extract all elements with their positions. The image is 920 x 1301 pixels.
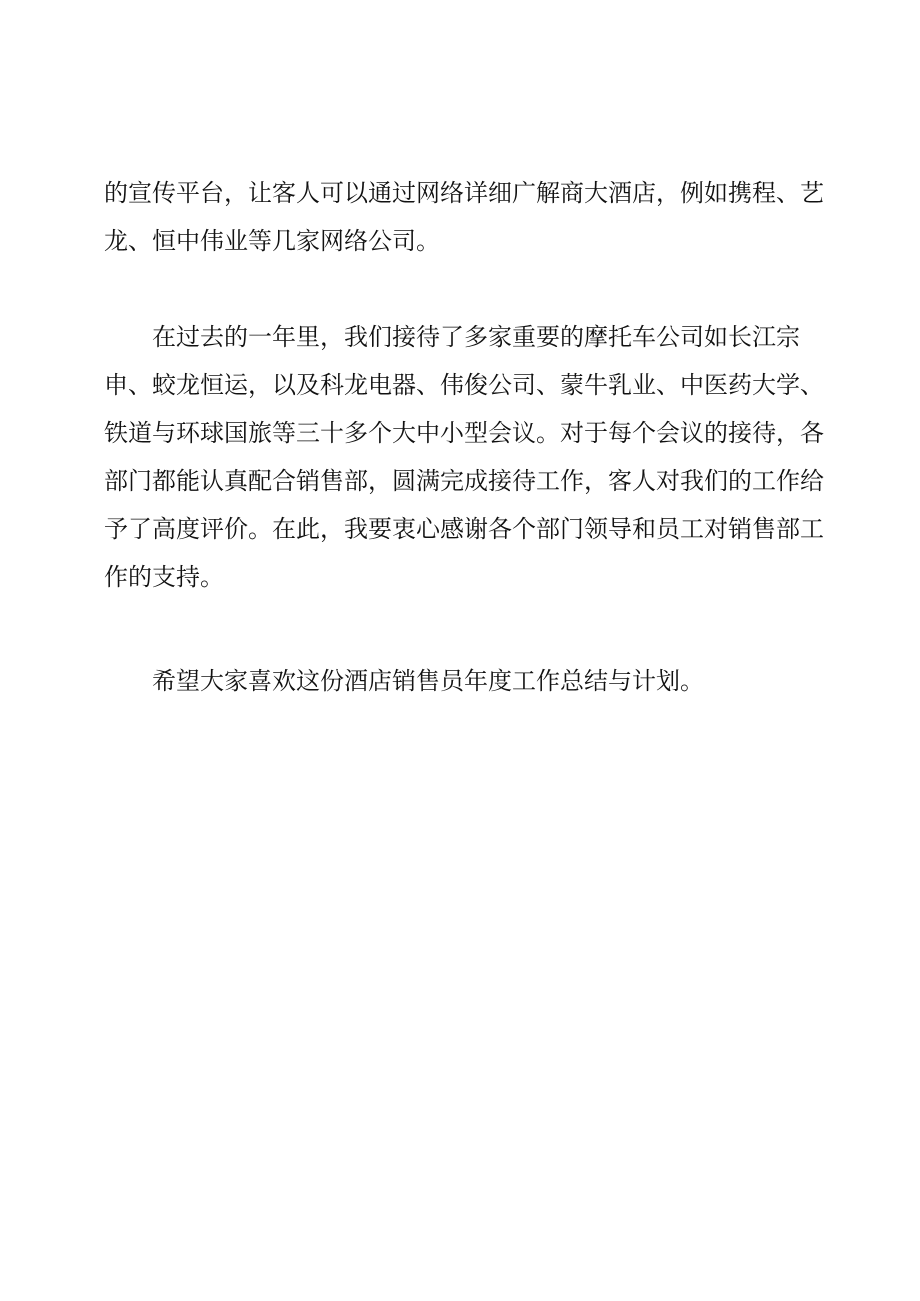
paragraph-2-line-5: 予了高度评价。在此，我要衷心感谢各个部门领导和员工对销售部工 [104, 515, 824, 543]
paragraph-1-line-2: 龙、恒中伟业等几家网络公司。 [104, 227, 440, 255]
paragraph-2-line-2: 申、蛟龙恒运，以及科龙电器、伟俊公司、蒙牛乳业、中医药大学、 [104, 371, 824, 399]
paragraph-1-line-1: 的宣传平台，让客人可以通过网络详细广解商大酒店，例如携程、艺 [104, 179, 824, 207]
paragraph-2-line-1: 在过去的一年里，我们接待了多家重要的摩托车公司如长江宗 [152, 323, 800, 351]
paragraph-2-line-3: 铁道与环球国旅等三十多个大中小型会议。对于每个会议的接待，各 [104, 419, 824, 447]
paragraph-2-line-4: 部门都能认真配合销售部，圆满完成接待工作，客人对我们的工作给 [104, 467, 824, 495]
paragraph-2-line-6: 作的支持。 [104, 563, 224, 591]
paragraph-3-line-1: 希望大家喜欢这份酒店销售员年度工作总结与计划。 [152, 667, 704, 695]
